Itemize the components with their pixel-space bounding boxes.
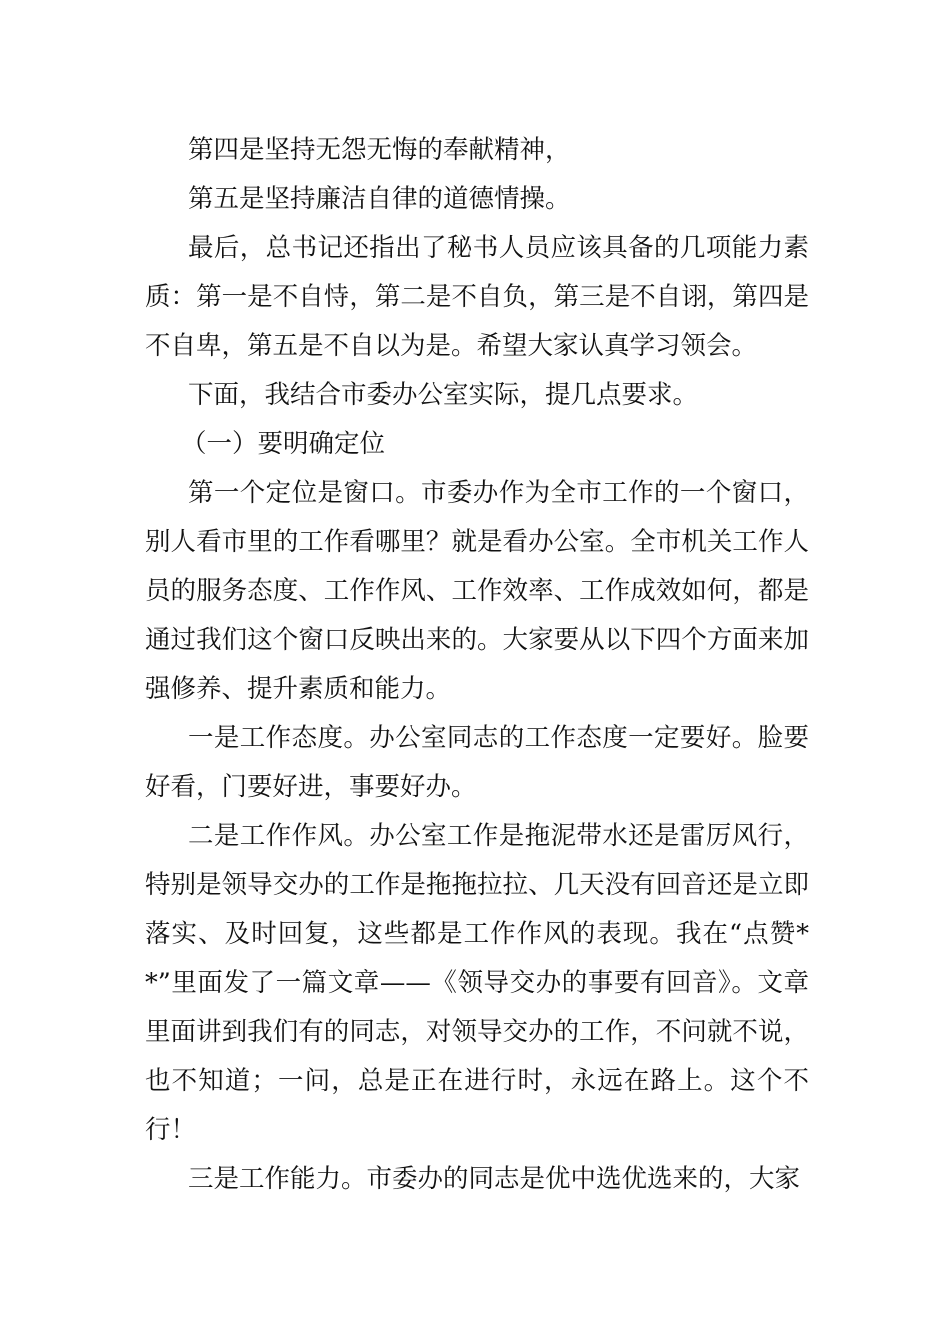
paragraph-window-positioning: 第一个定位是窗口。市委办作为全市工作的一个窗口，别人看市里的工作看哪里？就是看办公室。全市机关工作人员的服务态度、工作作风、工作效率、工作成效如何，都是通过我们这个窗口反映出来的。大家要从以下四个方面来加强修养、提升素质和能力。: [145, 478, 809, 704]
paragraph-work-ability: 三是工作能力。市委办的同志是优中选优选来的，大家: [188, 1164, 801, 1194]
paragraph-work-style: 二是工作作风。办公室工作是拖泥带水还是雷厉风行，特别是领导交办的工作是拖拖拉拉、几天没有回音还是立即落实、及时回复，这些都是工作作风的表现。我在“点赞**”里面发了一篇文章——《领导交办的事要有回音》。文章里面讲到我们有的同志，对领导交办的工作，不问就不说，也不知道；一问，总是正在进行时，永远在路上。这个不行！: [145, 821, 809, 1145]
document-body: [145, 126, 809, 1204]
paragraph-dedication: 第四是坚持无怨无悔的奉献精神，: [188, 135, 571, 165]
paragraph-integrity: 第五是坚持廉洁自律的道德情操。: [188, 184, 571, 214]
paragraph-work-attitude: 一是工作态度。办公室同志的工作态度一定要好。脸要好看，门要好进，事要好办。: [145, 723, 809, 802]
section-heading: （一）要明确定位: [181, 429, 386, 459]
paragraph-requirements-intro: 下面，我结合市委办公室实际，提几点要求。: [188, 380, 699, 410]
paragraph-ability-qualities: 最后，总书记还指出了秘书人员应该具备的几项能力素质：第一是不自恃，第二是不自负，第三是不自诩，第四是不自卑，第五是不自以为是。希望大家认真学习领会。: [145, 233, 809, 361]
